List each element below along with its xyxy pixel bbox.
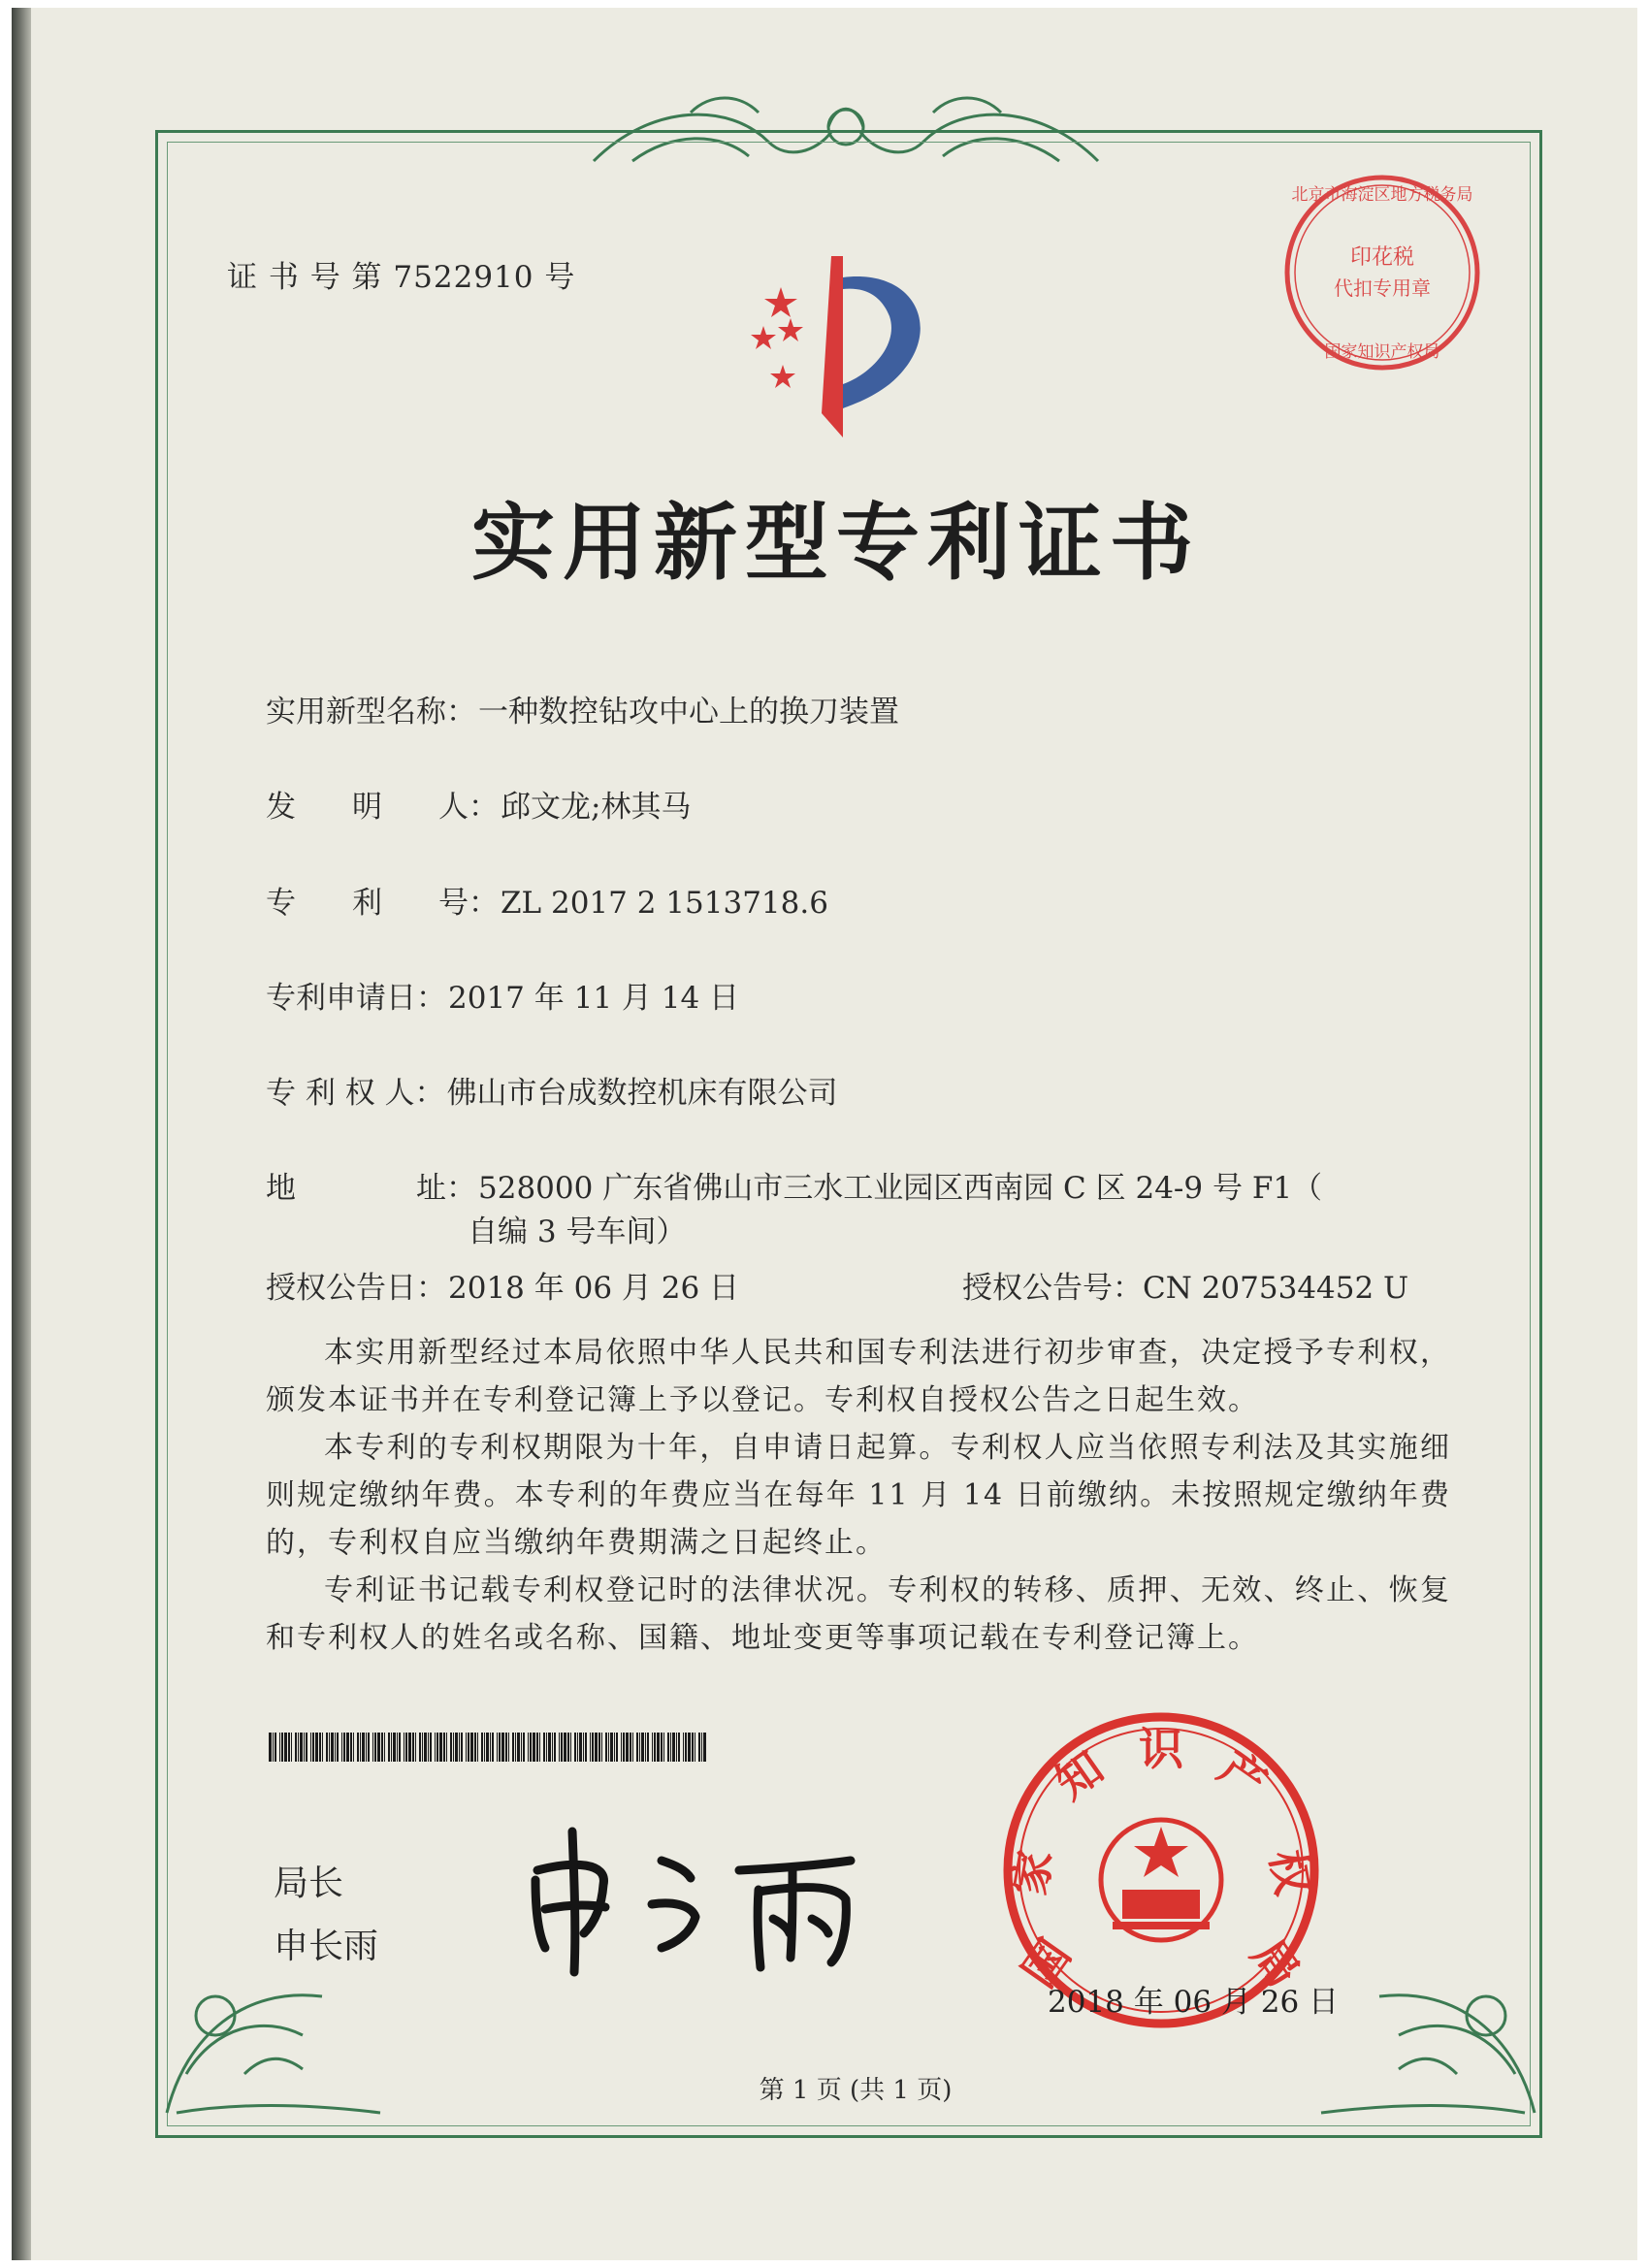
body-paragraph-3: 专利证书记载专利权登记时的法律状况。专利权的转移、质押、无效、终止、恢复和专利权人的姓名或名称、国籍、地址变更等事项记载在专利登记簿上。 xyxy=(266,1573,1451,1655)
certificate-number-label: 证 书 号 第 xyxy=(227,260,383,295)
svg-text:知: 知 xyxy=(1046,1740,1114,1810)
certificate-number xyxy=(227,252,575,296)
corner-ornament-right-icon xyxy=(1263,1880,1554,2132)
barcode-icon xyxy=(269,1733,710,1762)
svg-text:家: 家 xyxy=(1002,1845,1062,1899)
field-label: 专利申请日： xyxy=(266,981,446,1016)
field-application-date xyxy=(266,973,739,1017)
certificate-number-suffix: 号 xyxy=(544,260,576,295)
field-inventor xyxy=(266,782,691,826)
certificate-number-value: 7522910 xyxy=(393,260,534,295)
field-label: 址： xyxy=(416,1171,476,1206)
certificate-body-text xyxy=(266,1329,1451,1662)
svg-text:国家知识产权局: 国家知识产权局 xyxy=(1324,342,1440,362)
field-address xyxy=(266,1163,1322,1207)
field-grant-date xyxy=(266,1263,739,1307)
svg-text:识: 识 xyxy=(1139,1723,1183,1775)
field-label: 号： xyxy=(438,886,499,921)
tax-stamp-icon xyxy=(1280,171,1484,374)
field-label: 发 xyxy=(266,790,296,825)
field-label: 人： xyxy=(438,790,499,825)
svg-text:代扣专用章: 代扣专用章 xyxy=(1334,276,1431,300)
svg-text:印花税: 印花税 xyxy=(1349,245,1415,270)
page-footer: 第 1 页 (共 1 页) xyxy=(759,2076,953,2105)
field-value: 2017 年 11 月 14 日 xyxy=(448,981,740,1016)
seal-date: 2018 年 06 月 26 日 xyxy=(1048,1985,1340,2020)
svg-text:北京市海淀区地方税务局: 北京市海淀区地方税务局 xyxy=(1291,185,1473,205)
director-title: 局长 xyxy=(274,1863,344,1903)
field-value: 528000 广东省佛山市三水工业园区西南园 C 区 24-9 号 F1（ xyxy=(478,1171,1323,1206)
field-value: 2018 年 06 月 26 日 xyxy=(448,1271,740,1306)
field-utility-model-name xyxy=(266,687,899,730)
field-value: 邱文龙;林其马 xyxy=(501,790,692,825)
field-label: 实用新型名称： xyxy=(266,695,476,729)
field-value: 佛山市台成数控机床有限公司 xyxy=(446,1076,838,1111)
field-label: 利 xyxy=(352,886,382,921)
field-label: 明 xyxy=(352,790,382,825)
body-paragraph-2: 本专利的专利权期限为十年，自申请日起算。专利权人应当依照专利法及其实施细则规定缴纳年费。本专利的年费应当在每年 11 月 14 日前缴纳。未按照规定缴纳年费的，专利权自应当缴纳年费期满之日起终止。 xyxy=(266,1431,1451,1560)
certificate-page xyxy=(12,8,1637,2260)
field-label: 专 利 权 人： xyxy=(266,1076,445,1111)
svg-text:产: 产 xyxy=(1209,1740,1277,1810)
field-value: ZL 2017 2 1513718.6 xyxy=(501,886,828,921)
cnipa-logo-icon xyxy=(725,248,957,442)
field-address-line2: 自编 3 号车间） xyxy=(468,1215,687,1249)
field-patentee xyxy=(266,1068,838,1112)
director-signature-icon xyxy=(516,1812,865,1977)
svg-text:国: 国 xyxy=(1012,1929,1082,1997)
field-value: CN 207534452 U xyxy=(1143,1271,1409,1306)
svg-text:局: 局 xyxy=(1241,1929,1310,1997)
field-patent-number xyxy=(266,878,828,922)
field-label: 授权公告日： xyxy=(266,1271,446,1306)
field-value: 一种数控钻攻中心上的换刀装置 xyxy=(478,695,899,729)
field-label: 地 xyxy=(266,1171,296,1206)
field-label: 授权公告号： xyxy=(962,1271,1143,1306)
certificate-title: 实用新型专利证书 xyxy=(471,494,1201,592)
body-paragraph-1: 本实用新型经过本局依照中华人民共和国专利法进行初步审查，决定授予专利权，颁发本证书并在专利登记簿上予以登记。专利权自授权公告之日起生效。 xyxy=(266,1336,1451,1417)
corner-ornament-left-icon xyxy=(147,1880,438,2132)
svg-text:权: 权 xyxy=(1260,1845,1320,1899)
field-label: 专 xyxy=(266,886,296,921)
field-grant-number xyxy=(962,1263,1408,1307)
binding-edge xyxy=(12,8,31,2260)
director-name: 申长雨 xyxy=(274,1927,379,1966)
